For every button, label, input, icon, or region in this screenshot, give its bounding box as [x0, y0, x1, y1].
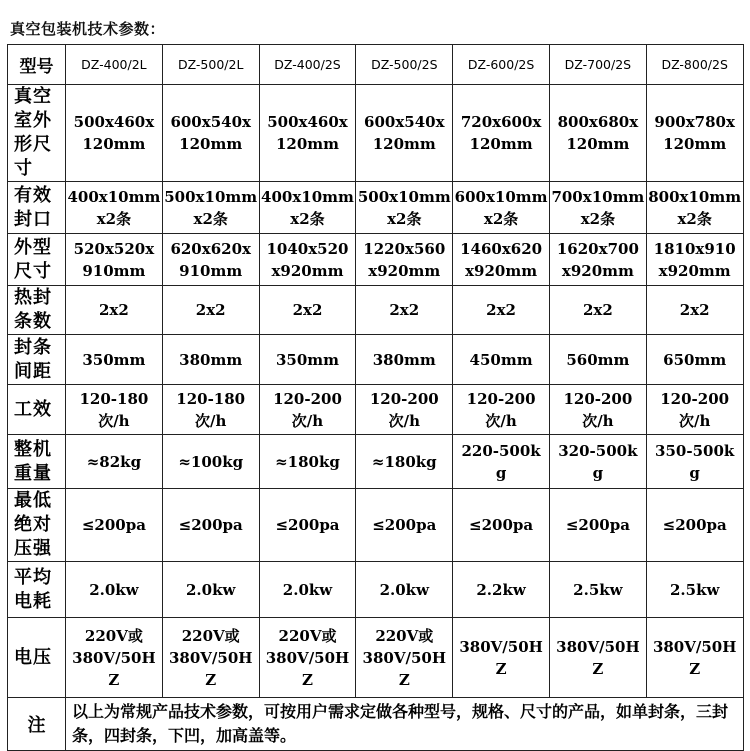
- value-line: 次/h: [582, 411, 614, 430]
- value-cell: [453, 234, 550, 286]
- value-cell: [162, 85, 259, 182]
- spec-row: [8, 286, 744, 335]
- value-line: 120mm: [82, 135, 146, 153]
- spec-row: [8, 335, 744, 385]
- value-cell: [646, 618, 743, 698]
- value-line: 350mm: [82, 350, 146, 369]
- value-line: ≈180kg: [275, 452, 340, 471]
- model-header: DZ-700/2S: [549, 45, 646, 85]
- value-line: 380V/50H: [459, 637, 543, 656]
- value-line: ≤200pa: [469, 516, 534, 534]
- row-label: [8, 335, 66, 385]
- row-label-line: 工效: [14, 398, 52, 420]
- value-line: x2条: [387, 209, 422, 228]
- model-header: DZ-600/2S: [453, 45, 550, 85]
- value-line: x2条: [96, 209, 132, 228]
- row-label-line: 有效: [14, 184, 52, 206]
- header-label: 型号: [8, 45, 66, 85]
- value-line: 560mm: [566, 350, 630, 369]
- value-cell: [356, 618, 453, 698]
- value-line: 120mm: [179, 135, 243, 153]
- spec-row: [8, 489, 744, 562]
- value-cell: [549, 489, 646, 562]
- value-cell: [66, 85, 163, 182]
- value-cell: [356, 435, 453, 489]
- value-line: 120-200: [466, 389, 536, 408]
- value-line: ≈82kg: [86, 452, 142, 471]
- spec-row: [8, 85, 744, 182]
- value-cell: [66, 435, 163, 489]
- value-cell: [453, 286, 550, 335]
- value-line: x920mm: [561, 261, 634, 280]
- model-header: DZ-800/2S: [646, 45, 743, 85]
- row-label-line: 外型: [14, 236, 52, 258]
- value-line: 620x620x: [170, 239, 251, 258]
- value-line: ≈180kg: [371, 452, 437, 471]
- value-cell: [356, 385, 453, 435]
- value-line: 次/h: [98, 411, 130, 430]
- value-line: 2.5kw: [669, 580, 720, 599]
- value-cell: [646, 286, 743, 335]
- value-line: 2x2: [292, 301, 323, 319]
- value-cell: [549, 335, 646, 385]
- value-cell: [453, 489, 550, 562]
- value-cell: [259, 286, 356, 335]
- value-cell: [453, 618, 550, 698]
- row-label: [8, 182, 66, 234]
- note-label: 注: [8, 698, 66, 751]
- value-cell: [356, 286, 453, 335]
- value-cell: [162, 286, 259, 335]
- value-cell: [162, 234, 259, 286]
- spec-row: [8, 182, 744, 234]
- value-line: Z: [302, 670, 313, 689]
- value-cell: [646, 234, 743, 286]
- value-cell: [259, 385, 356, 435]
- value-cell: [646, 385, 743, 435]
- value-line: x2条: [580, 209, 616, 228]
- row-label: [8, 286, 66, 335]
- row-label-line: 电压: [14, 646, 52, 668]
- row-label-line: 热封: [14, 287, 52, 308]
- value-cell: [549, 385, 646, 435]
- value-line: 120-180: [79, 389, 149, 408]
- row-label-line: 压强: [14, 538, 52, 559]
- value-cell: [646, 489, 743, 562]
- value-line: 380mm: [372, 350, 436, 369]
- value-line: 910mm: [179, 261, 243, 280]
- value-cell: [549, 286, 646, 335]
- value-line: 2x2: [486, 301, 516, 319]
- value-line: 120-200: [563, 389, 633, 408]
- row-label-line: 平均: [14, 566, 52, 588]
- value-line: 220V或: [278, 626, 337, 645]
- value-line: 120mm: [275, 135, 340, 153]
- value-line: ≤200pa: [178, 516, 243, 534]
- value-line: 1460x620: [460, 239, 543, 258]
- row-label-line: 封条: [14, 336, 52, 358]
- value-cell: [549, 562, 646, 618]
- row-label: [8, 435, 66, 489]
- row-label-line: 条数: [14, 311, 52, 332]
- value-line: 320-500k: [558, 441, 638, 460]
- value-cell: [356, 85, 453, 182]
- row-label: [8, 562, 66, 618]
- model-header: DZ-400/2S: [259, 45, 356, 85]
- value-line: 380V/50H: [168, 648, 253, 667]
- value-line: 120mm: [469, 135, 533, 153]
- value-line: 400x10mm: [261, 187, 354, 206]
- spec-table: [7, 44, 744, 751]
- value-cell: [356, 182, 453, 234]
- value-line: 350mm: [275, 350, 340, 369]
- value-line: 600x540x: [364, 113, 445, 131]
- value-cell: [259, 182, 356, 234]
- value-line: 2x2: [582, 301, 613, 319]
- value-line: 910mm: [82, 261, 146, 280]
- value-line: 次/h: [678, 411, 711, 430]
- value-line: Z: [592, 659, 604, 678]
- value-line: 500x10mm: [357, 187, 451, 206]
- value-line: 2x2: [679, 301, 710, 319]
- value-cell: [356, 489, 453, 562]
- value-line: 600x540x: [170, 113, 251, 131]
- value-line: ≤200pa: [275, 516, 340, 534]
- value-line: 2.5kw: [573, 580, 623, 599]
- row-label-line: 电耗: [14, 590, 52, 612]
- value-cell: [66, 286, 163, 335]
- model-header: DZ-500/2L: [162, 45, 259, 85]
- value-line: Z: [689, 659, 701, 678]
- value-line: 220V或: [181, 626, 240, 645]
- value-line: x920mm: [271, 261, 344, 280]
- value-line: 1040x520: [266, 239, 349, 258]
- value-cell: [646, 335, 743, 385]
- value-line: 350-500k: [655, 441, 735, 460]
- value-line: 120-180: [176, 389, 246, 408]
- value-line: 450mm: [469, 350, 533, 369]
- value-line: g: [689, 463, 700, 482]
- value-line: x920mm: [465, 261, 538, 280]
- value-line: 2.0kw: [379, 580, 429, 599]
- value-line: g: [495, 463, 507, 482]
- value-cell: [66, 335, 163, 385]
- spec-row: [8, 562, 744, 618]
- value-cell: [356, 562, 453, 618]
- value-line: 720x600x: [460, 113, 542, 131]
- model-header: DZ-400/2L: [66, 45, 163, 85]
- value-cell: [162, 335, 259, 385]
- row-label: [8, 618, 66, 698]
- note-row: [8, 698, 744, 751]
- value-line: 次/h: [291, 411, 324, 430]
- value-line: x2条: [677, 209, 712, 228]
- note-text: 以上为常规产品技术参数，可按用户需求定做各种型号，规格、尺寸的产品，如单封条，三封条，四封条，下凹，加高盖等。: [66, 698, 744, 751]
- value-line: x2条: [290, 209, 325, 228]
- value-cell: [162, 562, 259, 618]
- value-line: 380V/50H: [265, 648, 350, 667]
- value-line: Z: [495, 659, 507, 678]
- value-line: 2.0kw: [89, 580, 139, 599]
- row-label-line: 室外: [14, 110, 52, 131]
- value-line: g: [592, 463, 604, 482]
- value-cell: [162, 435, 259, 489]
- row-label: [8, 385, 66, 435]
- value-line: ≈100kg: [178, 452, 244, 471]
- value-cell: [453, 335, 550, 385]
- spec-row: [8, 234, 744, 286]
- value-line: 120-200: [369, 389, 439, 408]
- value-line: x2条: [483, 209, 519, 228]
- value-cell: [259, 435, 356, 489]
- value-cell: [453, 85, 550, 182]
- value-line: 400x10mm: [67, 187, 161, 206]
- value-line: Z: [108, 670, 120, 689]
- value-line: 380V/50H: [556, 637, 640, 656]
- value-line: 900x780x: [654, 113, 735, 131]
- value-cell: [259, 234, 356, 286]
- value-cell: [549, 234, 646, 286]
- value-line: 2x2: [389, 301, 420, 319]
- value-line: 1220x560: [363, 239, 446, 258]
- value-cell: [549, 182, 646, 234]
- spec-row: [8, 435, 744, 489]
- value-cell: [162, 489, 259, 562]
- value-cell: [259, 618, 356, 698]
- value-cell: [259, 85, 356, 182]
- page-title: 真空包装机技术参数：: [10, 20, 166, 38]
- value-line: 120mm: [566, 135, 630, 153]
- value-cell: [549, 435, 646, 489]
- value-cell: [646, 85, 743, 182]
- value-line: 520x520x: [73, 239, 155, 258]
- row-label-line: 间距: [14, 360, 52, 382]
- value-line: 500x460x: [267, 113, 348, 131]
- row-label: [8, 489, 66, 562]
- value-cell: [453, 435, 550, 489]
- spec-row: [8, 385, 744, 435]
- value-line: 120mm: [372, 135, 436, 153]
- value-cell: [162, 182, 259, 234]
- value-cell: [162, 618, 259, 698]
- value-line: 2.2kw: [476, 580, 526, 599]
- row-label-line: 最低: [14, 490, 52, 511]
- value-cell: [66, 182, 163, 234]
- value-line: 次/h: [195, 411, 227, 430]
- value-line: 500x10mm: [164, 187, 258, 206]
- model-header: DZ-500/2S: [356, 45, 453, 85]
- value-cell: [646, 562, 743, 618]
- value-cell: [66, 489, 163, 562]
- value-cell: [259, 562, 356, 618]
- value-line: 650mm: [663, 350, 727, 369]
- value-line: 380mm: [179, 350, 243, 369]
- row-label-line: 尺寸: [14, 260, 52, 282]
- value-line: 1810x910: [653, 239, 736, 258]
- value-line: 380V/50H: [652, 637, 737, 656]
- value-cell: [162, 385, 259, 435]
- value-line: ≤200pa: [81, 516, 146, 534]
- value-line: x920mm: [658, 261, 731, 280]
- row-label-line: 整机: [14, 438, 52, 460]
- value-line: 120-200: [273, 389, 342, 408]
- row-label: [8, 85, 66, 182]
- value-line: 380V/50H: [72, 648, 156, 667]
- value-line: Z: [205, 670, 217, 689]
- value-cell: [66, 385, 163, 435]
- value-cell: [549, 618, 646, 698]
- value-cell: [66, 618, 163, 698]
- value-line: 800x10mm: [648, 187, 742, 206]
- value-line: 800x680x: [557, 113, 639, 131]
- value-line: 500x460x: [73, 113, 155, 131]
- value-cell: [259, 489, 356, 562]
- value-line: 1620x700: [556, 239, 639, 258]
- row-label-line: 真空: [14, 86, 52, 107]
- value-line: 220V或: [84, 626, 143, 645]
- value-line: 220V或: [375, 626, 434, 645]
- spec-row: [8, 618, 744, 698]
- value-cell: [453, 182, 550, 234]
- value-cell: [453, 562, 550, 618]
- row-label-line: 重量: [14, 462, 52, 484]
- value-line: 700x10mm: [551, 187, 645, 206]
- row-label: [8, 234, 66, 286]
- value-line: ≤200pa: [662, 516, 727, 534]
- value-line: 2x2: [195, 301, 226, 319]
- value-line: ≤200pa: [565, 516, 630, 534]
- value-line: 600x10mm: [454, 187, 548, 206]
- value-line: x920mm: [368, 261, 441, 280]
- value-cell: [646, 182, 743, 234]
- value-cell: [646, 435, 743, 489]
- value-line: x2条: [193, 209, 228, 228]
- value-line: 次/h: [485, 411, 517, 430]
- row-label-line: 形尺: [14, 134, 52, 155]
- value-line: 220-500k: [461, 441, 541, 460]
- value-line: Z: [398, 670, 410, 689]
- value-line: 120-200: [660, 389, 730, 408]
- value-line: 2.0kw: [282, 580, 333, 599]
- value-line: 2.0kw: [185, 580, 236, 599]
- value-cell: [66, 234, 163, 286]
- value-cell: [453, 385, 550, 435]
- value-cell: [356, 234, 453, 286]
- row-label-line: 封口: [14, 208, 52, 230]
- value-cell: [356, 335, 453, 385]
- row-label-line: 绝对: [14, 514, 52, 535]
- value-line: 次/h: [388, 411, 420, 430]
- value-line: ≤200pa: [372, 516, 437, 534]
- value-line: 120mm: [663, 135, 727, 153]
- value-cell: [549, 85, 646, 182]
- header-row: [8, 45, 744, 85]
- value-cell: [259, 335, 356, 385]
- value-line: 380V/50H: [362, 648, 447, 667]
- row-label-line: 寸: [14, 158, 33, 179]
- value-cell: [66, 562, 163, 618]
- value-line: 2x2: [98, 301, 129, 319]
